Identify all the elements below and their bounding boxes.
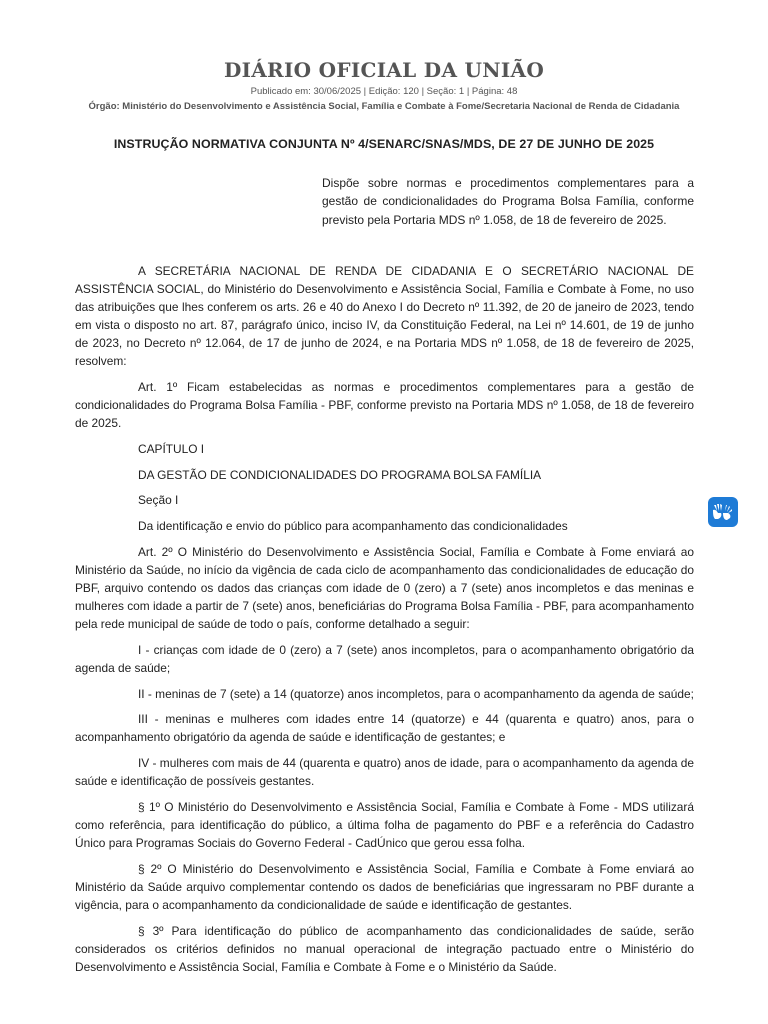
paragraph-2: § 2º O Ministério do Desenvolvimento e Assistência Social, Família e Combate à Fome enviará ao Ministério da Saúde arquivo complementar contendo os dados de beneficiárias que ingressaram no PBF durante a vigência, para o acompanhamento da condicionalidade de saúde e identificação de gestantes. bbox=[75, 861, 694, 912]
paragraph-3: § 3º Para identificação do público de acompanhamento das condicionalidades de saúde, serão considerados os critérios definidos no manual operacional de integração pactuado entre o Ministério do Desenvolvimento e Assistência Social, Família e Combate à Fome e o Ministério da Saúde. bbox=[75, 923, 694, 974]
preamble-paragraph: A SECRETÁRIA NACIONAL DE RENDA DE CIDADANIA E O SECRETÁRIO NACIONAL DE ASSISTÊNCIA SOCIAL, do Ministério do Desenvolvimento e Assistência Social, Família e Combate à Fome, no uso das atribuições que lhes conferem os arts. 26 e 40 do Anexo I do Decreto nº 11.392, de 20 de janeiro de 2023, tendo em vista o disposto no art. 87, parágrafo único, inciso IV, da Constituição Federal, na Lei nº 14.601, de 19 de junho de 2023, no Decreto nº 12.064, de 17 de junho de 2024, e na Portaria MDS nº 1.058, de 18 de fevereiro de 2025, resolvem: bbox=[75, 264, 694, 369]
section-heading: Seção I bbox=[138, 493, 179, 508]
paragraph-1: § 1º O Ministério do Desenvolvimento e Assistência Social, Família e Combate à Fome - MDS utilizará como referência, para identificação do público, a última folha de pagamento do PBF e a referência do Cadastro Único para Programas Sociais do Governo Federal - CadÚnico que gerou essa folha. bbox=[75, 799, 694, 851]
accessibility-hands-icon bbox=[712, 502, 734, 522]
masthead-title: DIÁRIO OFICIAL DA UNIÃO bbox=[223, 58, 545, 82]
article-1: Art. 1º Ficam estabelecidas as normas e procedimentos complementares para a gestão de condicionalidades do Programa Bolsa Família - PBF, conforme previsto na Portaria MDS nº 1.058, de 18 de fevereiro de 2025. bbox=[75, 380, 694, 431]
inciso-1: I - crianças com idade de 0 (zero) a 7 (sete) anos incompletos, para o acompanhamento obrigatório da agenda de saúde; bbox=[75, 642, 694, 675]
chapter-title: DA GESTÃO DE CONDICIONALIDADES DO PROGRAMA BOLSA FAMÍLIA bbox=[138, 467, 542, 482]
act-body bbox=[75, 262, 694, 984]
section-title: Da identificação e envio do público para acompanhamento das condicionalidades bbox=[138, 519, 568, 534]
chapter-heading: CAPÍTULO I bbox=[138, 442, 205, 457]
inciso-4: IV - mulheres com mais de 44 (quarenta e quatro) anos de idade, para o acompanhamento da agenda de saúde e identificação de possíveis gestantes. bbox=[75, 756, 694, 789]
accessibility-button[interactable] bbox=[708, 497, 738, 527]
publication-info: Publicado em: 30/06/2025 | Edição: 120 | Seção: 1 | Página: 48 bbox=[250, 86, 518, 97]
act-ementa: Dispõe sobre normas e procedimentos complementares para a gestão de condicionalidades do Programa Bolsa Família, conforme previsto pela Portaria MDS nº 1.058, de 18 de fevereiro de 2025. bbox=[322, 176, 694, 227]
orgao-line: Órgão: Ministério do Desenvolvimento e Assistência Social, Família e Combate à Fome/Secretaria Nacional de Renda de Cidadania bbox=[88, 101, 680, 112]
inciso-2: II - meninas de 7 (sete) a 14 (quatorze) anos incompletos, para o acompanhamento da agenda de saúde; bbox=[138, 686, 694, 701]
inciso-3: III - meninas e mulheres com idades entre 14 (quatorze) e 44 (quarenta e quatro) anos, para o acompanhamento obrigatório da agenda de saúde e identificação de gestantes; e bbox=[75, 712, 694, 745]
act-title: INSTRUÇÃO NORMATIVA CONJUNTA Nº 4/SENARC/SNAS/MDS, DE 27 DE JUNHO DE 2025 bbox=[113, 137, 655, 151]
article-2: Art. 2º O Ministério do Desenvolvimento e Assistência Social, Família e Combate à Fome enviará ao Ministério da Saúde, no início da vigência de cada ciclo de acompanhamento das condicionalidades de educação do PBF, arquivo contendo os dados das crianças com idade de 0 (zero) a 7 (sete) anos incompletos e das meninas e mulheres com idade a partir de 7 (sete) anos, beneficiárias do Programa Bolsa Família - PBF, para acompanhamento pela rede municipal de saúde de todo o país, conforme detalhado a seguir: bbox=[75, 544, 694, 632]
